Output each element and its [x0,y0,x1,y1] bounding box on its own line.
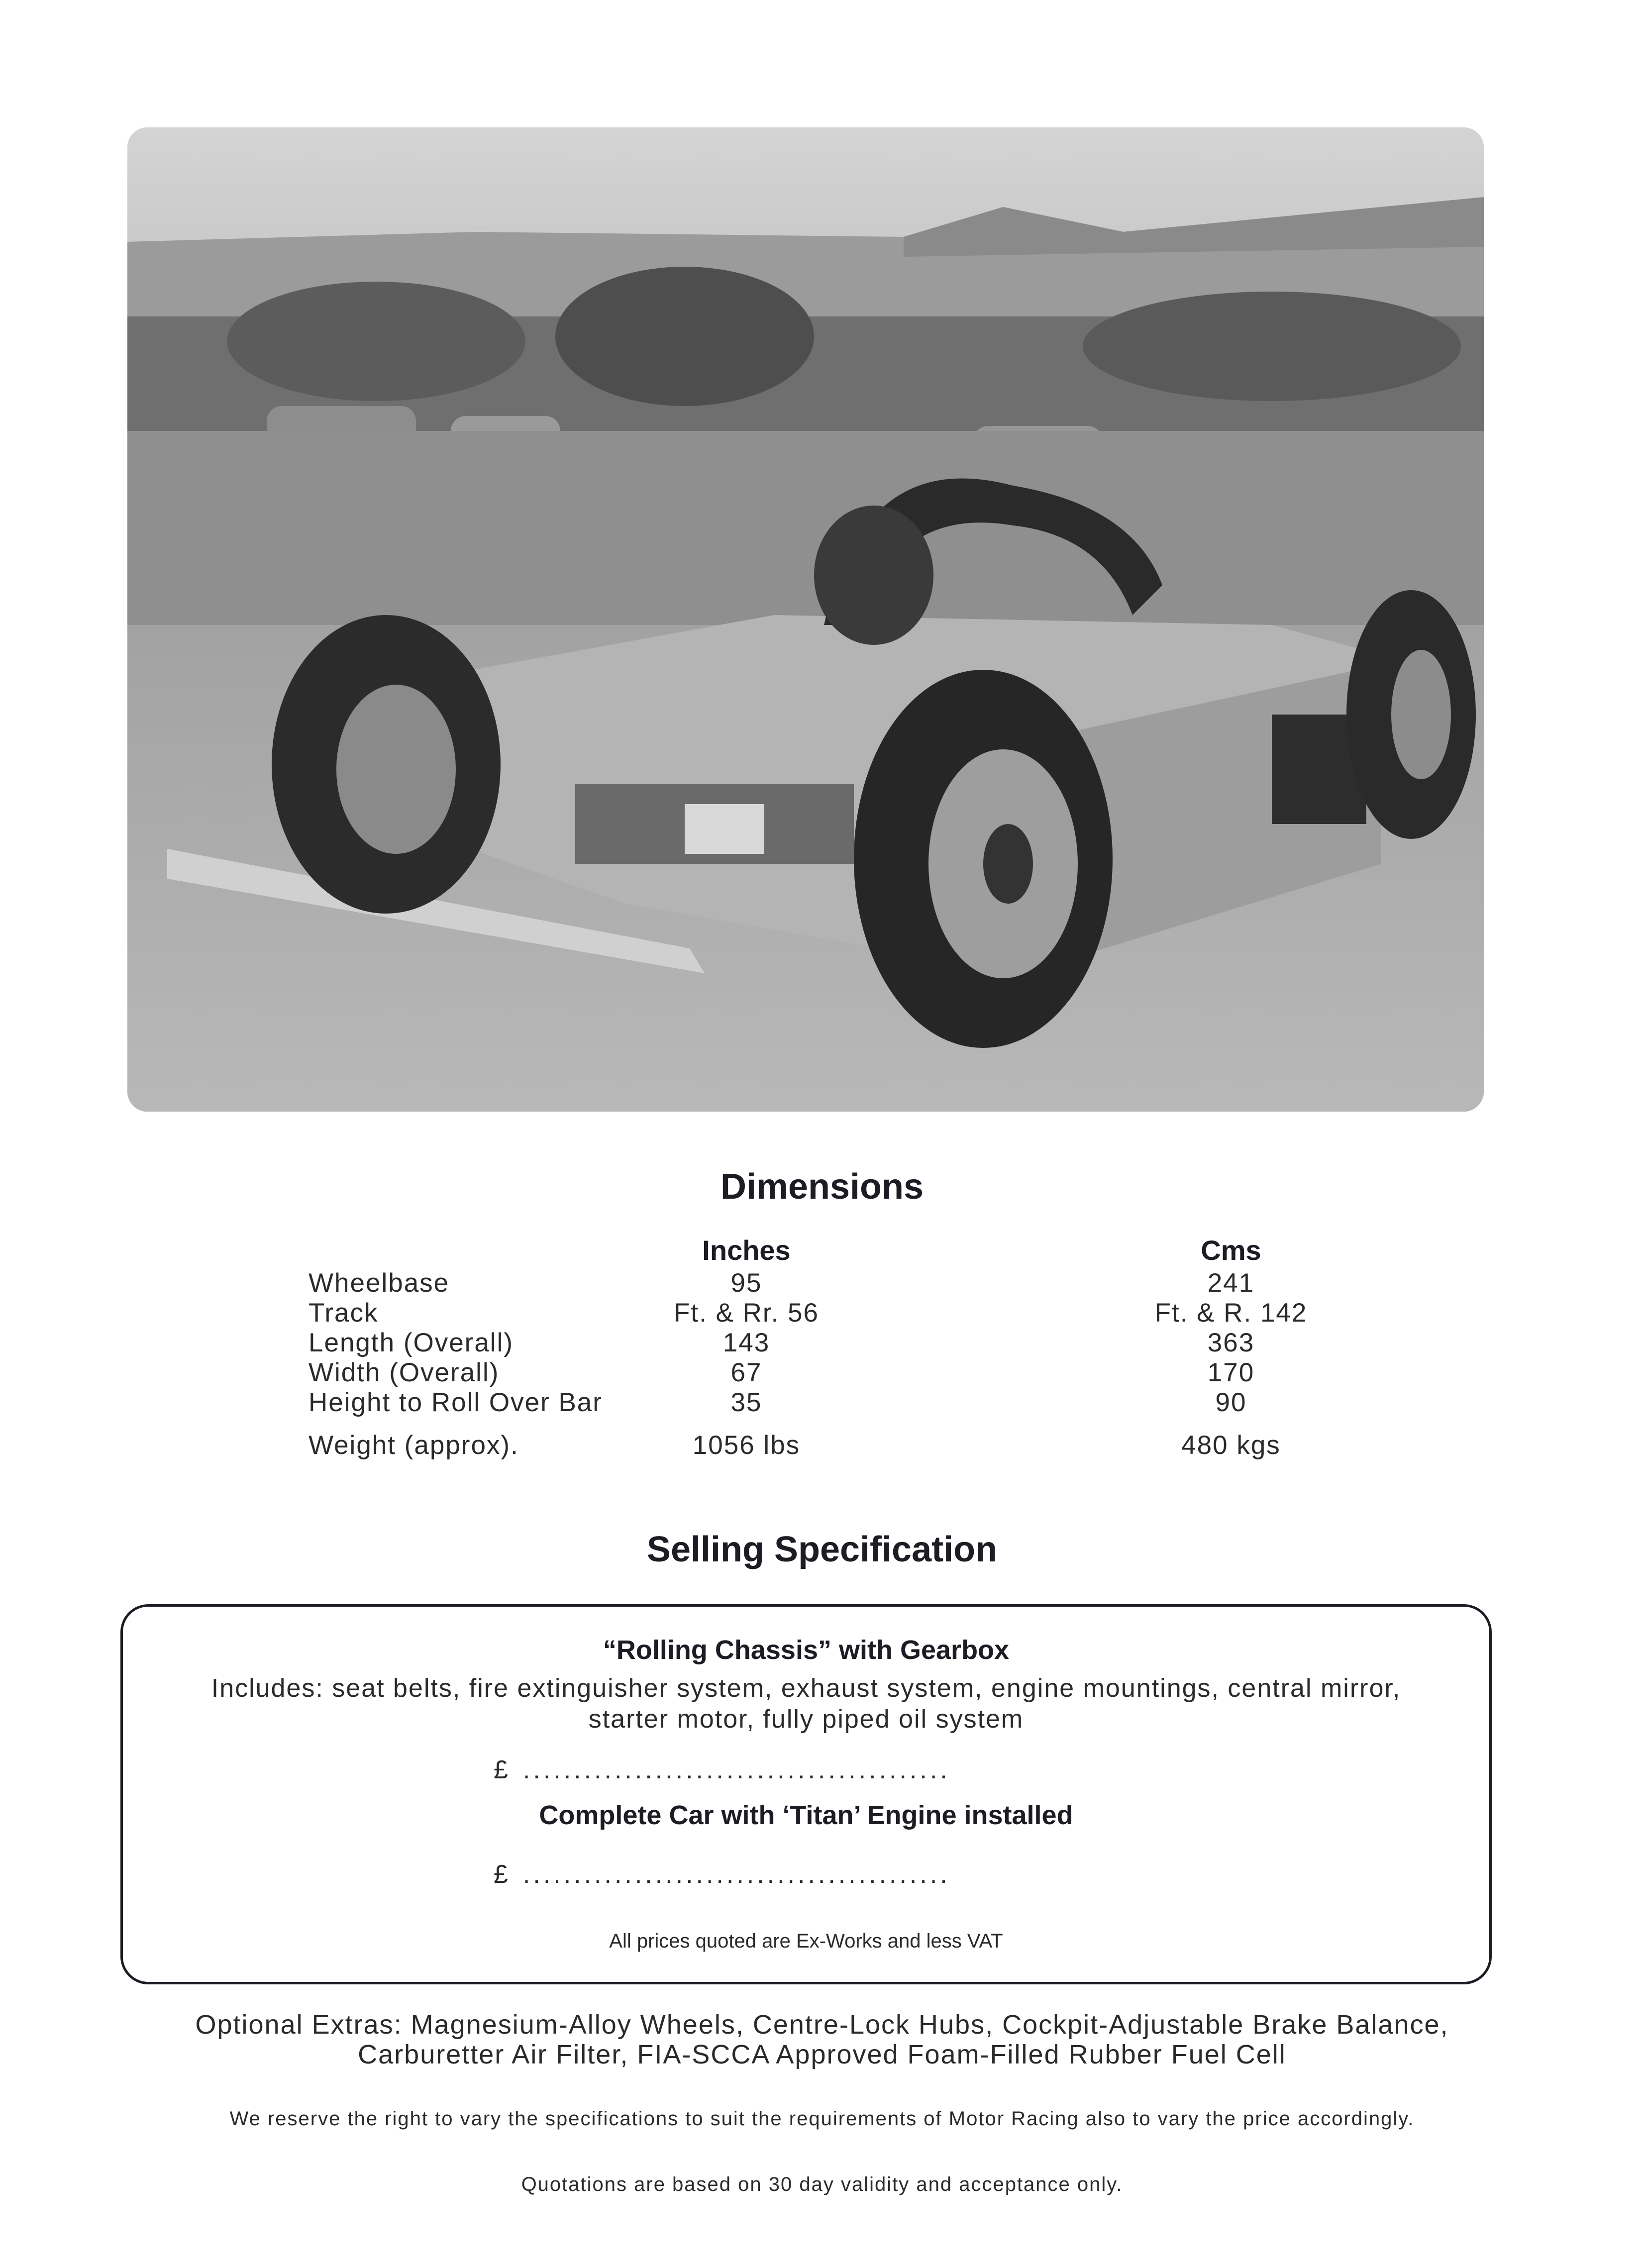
row-label: Wheelbase [308,1268,450,1298]
race-car-photo [127,127,1484,1112]
prices-note: All prices quoted are Ex-Works and less VAT [609,1930,1003,1952]
row-label: Track [308,1298,379,1328]
row-inches: 67 [730,1358,762,1387]
dimensions-title: Dimensions [720,1167,924,1207]
row-label: Height to Roll Over Bar [308,1388,603,1417]
includes-line-2: starter motor, fully piped oil system [588,1705,1024,1734]
row-label: Width (Overall) [308,1358,500,1387]
selling-specification-title: Selling Specification [646,1530,998,1569]
selling-specification-box [120,1604,1492,1984]
row-cms: 241 [1207,1268,1255,1298]
row-cms: 90 [1215,1388,1247,1417]
race-car-icon [127,127,1484,1112]
complete-car-price [494,1859,950,1889]
table-row [308,1357,1353,1388]
table-row [308,1268,1353,1299]
row-cms: 363 [1207,1328,1255,1357]
column-header-inches: Inches [702,1235,791,1266]
rolling-chassis-price [494,1755,950,1785]
table-row [308,1298,1353,1329]
row-cms: 480 kgs [1181,1431,1281,1460]
table-row [308,1328,1353,1358]
row-inches: 1056 lbs [692,1431,801,1460]
column-header-cms: Cms [1201,1235,1261,1266]
optional-extras-line-2: Carburetter Air Filter, FIA-SCCA Approved Foam-Filled Rubber Fuel Cell [358,2040,1286,2069]
row-cms: Ft. & R. 142 [1154,1298,1308,1328]
table-row [308,1430,1353,1461]
table-row [308,1387,1353,1418]
optional-extras-line-1: Optional Extras: Magnesium-Alloy Wheels, Centre-Lock Hubs, Cockpit-Adjustable Brake Balance, [195,2010,1449,2040]
row-inches: 35 [730,1388,762,1417]
row-inches: 143 [722,1328,770,1357]
row-cms: 170 [1207,1358,1255,1387]
price-dots: .......................................... [522,1755,950,1784]
quotations-notice: Quotations are based on 30 day validity and acceptance only. [521,2173,1123,2195]
rolling-chassis-title: “Rolling Chassis” with Gearbox [603,1635,1010,1665]
currency-symbol: £ [494,1860,508,1889]
price-dots: .......................................... [522,1860,950,1889]
includes-line-1: Includes: seat belts, fire extinguisher system, exhaust system, engine mountings, central mirror, [211,1674,1401,1703]
row-label: Length (Overall) [308,1328,514,1357]
reserve-notice: We reserve the right to vary the specifications to suit the requirements of Motor Racing also to vary the price accordingly. [229,2108,1415,2130]
row-inches: 95 [730,1268,762,1298]
currency-symbol: £ [494,1755,508,1784]
row-label: Weight (approx). [308,1431,519,1460]
row-inches: Ft. & Rr. 56 [673,1298,820,1328]
complete-car-title: Complete Car with ‘Titan’ Engine installed [539,1800,1073,1830]
